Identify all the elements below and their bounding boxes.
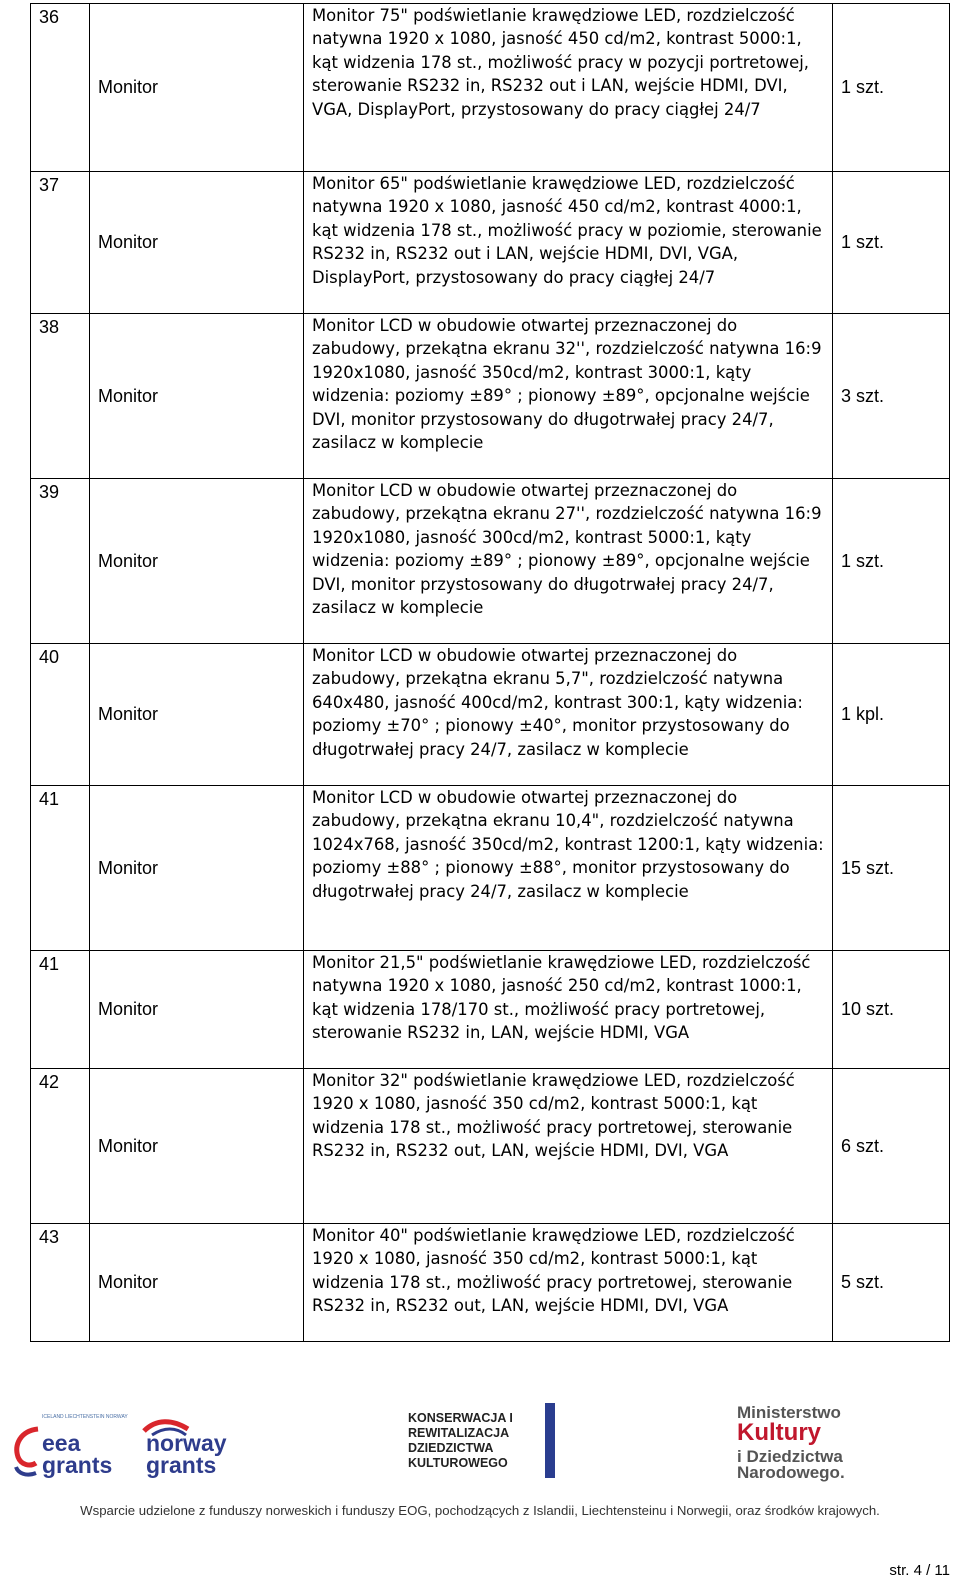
konserwacja-text: KONSERWACJA I REWITALIZACJA DZIEDZICTWA KULTUROWEGO — [408, 1411, 513, 1470]
row-description: Monitor 65" podświetlanie krawędziowe LED, rozdzielczość natywna 1920 x 1080, jasność 450 cd/m2, kontrast 4000:1, kąt widzenia 178 st., możliwość pracy w poziomie, sterowanie RS232 in, RS232 out i LAN, wejście HDMI, DVI, VGA, DisplayPort, przystosowany do pracy ciągłej 24/7 — [304, 172, 833, 314]
row-name: Monitor — [90, 786, 304, 951]
konserwacja-bar — [545, 1403, 555, 1478]
row-number: 41 — [31, 951, 90, 1069]
row-quantity: 6 szt. — [833, 1069, 950, 1224]
eea-countries: ICELAND LIECHTENSTEIN NORWAY — [42, 1414, 128, 1420]
norway-grants-logo — [138, 1417, 250, 1479]
row-number: 41 — [31, 786, 90, 951]
row-quantity: 1 szt. — [833, 172, 950, 314]
row-quantity: 10 szt. — [833, 951, 950, 1069]
row-name: Monitor — [90, 951, 304, 1069]
row-quantity: 1 szt. — [833, 479, 950, 644]
table-row — [31, 4, 950, 172]
row-quantity: 3 szt. — [833, 314, 950, 479]
page-number: str. 4 / 11 — [889, 1562, 950, 1579]
konserwacja-logo — [408, 1403, 558, 1478]
table-row — [31, 172, 950, 314]
row-name: Monitor — [90, 172, 304, 314]
row-description: Monitor 32" podświetlanie krawędziowe LED, rozdzielczość 1920 x 1080, jasność 350 cd/m2, kontrast 5000:1, kąt widzenia 178 st., możliwość pracy portretowej, sterowanie RS232 in, RS232 out, LAN, wejście HDMI, DVI, VGA — [304, 1069, 833, 1224]
row-number: 40 — [31, 644, 90, 786]
row-name: Monitor — [90, 479, 304, 644]
row-number: 39 — [31, 479, 90, 644]
table-row — [31, 1224, 950, 1342]
table-row — [31, 314, 950, 479]
table-row — [31, 951, 950, 1069]
row-description: Monitor LCD w obudowie otwartej przeznaczonej do zabudowy, przekątna ekranu 10,4", rozdzielczość natywna 1024x768, jasność 350cd/m2, kontrast 1200:1, kąty widzenia: poziomy ±88° ; pionowy ±88°, monitor przystosowany do długotrwałej pracy 24/7, zasilacz w komplecie — [304, 786, 833, 951]
table-row — [31, 786, 950, 951]
ministerstwo-line-2: Kultury — [737, 1419, 821, 1446]
row-number: 37 — [31, 172, 90, 314]
ministerstwo-line-1: Ministerstwo — [737, 1403, 841, 1422]
eea-grants-logo — [12, 1415, 132, 1477]
row-description: Monitor 21,5" podświetlanie krawędziowe LED, rozdzielczość natywna 1920 x 1080, jasność 250 cd/m2, kontrast 1000:1, kąt widzenia 178/170 st., możliwość pracy portretowej, sterowanie RS232 in, LAN, wejście HDMI, VGA — [304, 951, 833, 1069]
footer — [0, 1395, 960, 1583]
row-name: Monitor — [90, 314, 304, 479]
row-name: Monitor — [90, 644, 304, 786]
row-name: Monitor — [90, 4, 304, 172]
row-quantity: 15 szt. — [833, 786, 950, 951]
table-row — [31, 479, 950, 644]
row-description: Monitor 40" podświetlanie krawędziowe LED, rozdzielczość 1920 x 1080, jasność 350 cd/m2, kontrast 5000:1, kąt widzenia 178 st., możliwość pracy portretowej, sterowanie RS232 in, RS232 out, LAN, wejście HDMI, DVI, VGA — [304, 1224, 833, 1342]
row-description: Monitor LCD w obudowie otwartej przeznaczonej do zabudowy, przekątna ekranu 27'', rozdzielczość natywna 16:9 1920x1080, jasność 300cd/m2, kontrast 5000:1, kąty widzenia: poziomy ±89° ; pionowy ±89°, opcjonalne wejście DVI, monitor przystosowany do długotrwałej pracy 24/7, zasilacz w komplecie — [304, 479, 833, 644]
ministerstwo-logo — [737, 1403, 907, 1483]
norway-grants-text: norway grants — [146, 1430, 227, 1478]
row-name: Monitor — [90, 1224, 304, 1342]
row-description: Monitor LCD w obudowie otwartej przeznaczonej do zabudowy, przekątna ekranu 5,7", rozdzielczość natywna 640x480, jasność 400cd/m2, kontrast 300:1, kąty widzenia: poziomy ±70° ; pionowy ±40°, monitor przystosowany do długotrwałej pracy 24/7, zasilacz w komplecie — [304, 644, 833, 786]
row-quantity: 5 szt. — [833, 1224, 950, 1342]
row-description: Monitor LCD w obudowie otwartej przeznaczonej do zabudowy, przekątna ekranu 32'', rozdzielczość natywna 16:9 1920x1080, jasność 350cd/m2, kontrast 3000:1, kąty widzenia: poziomy ±89° ; pionowy ±89°, opcjonalne wejście DVI, monitor przystosowany do długotrwałej pracy 24/7, zasilacz w komplecie — [304, 314, 833, 479]
row-number: 42 — [31, 1069, 90, 1224]
row-name: Monitor — [90, 1069, 304, 1224]
row-quantity: 1 kpl. — [833, 644, 950, 786]
row-description: Monitor 75" podświetlanie krawędziowe LED, rozdzielczość natywna 1920 x 1080, jasność 450 cd/m2, kontrast 5000:1, kąt widzenia 178 st., możliwość pracy w pozycji portretowej, sterowanie RS232 in, RS232 out i LAN, wejście HDMI, DVI, VGA, DisplayPort, przystosowany do pracy ciągłej 24/7 — [304, 4, 833, 172]
support-text: Wsparcie udzielone z funduszy norweskich i funduszy EOG, pochodzących z Islandii, Liechtensteinu i Norwegii, oraz środków krajowych. — [80, 1503, 880, 1518]
ministerstwo-line-4: Narodowego. — [737, 1463, 845, 1482]
row-number: 36 — [31, 4, 90, 172]
table-row — [31, 644, 950, 786]
row-number: 38 — [31, 314, 90, 479]
eea-swirl-icon — [12, 1423, 42, 1483]
row-quantity: 1 szt. — [833, 4, 950, 172]
row-number: 43 — [31, 1224, 90, 1342]
ministerstwo-line-3: i Dziedzictwa — [737, 1447, 843, 1466]
spec-table — [30, 3, 950, 1342]
eea-grants-text: eea grants — [42, 1430, 113, 1478]
spec-table-body — [31, 4, 950, 1342]
table-row — [31, 1069, 950, 1224]
